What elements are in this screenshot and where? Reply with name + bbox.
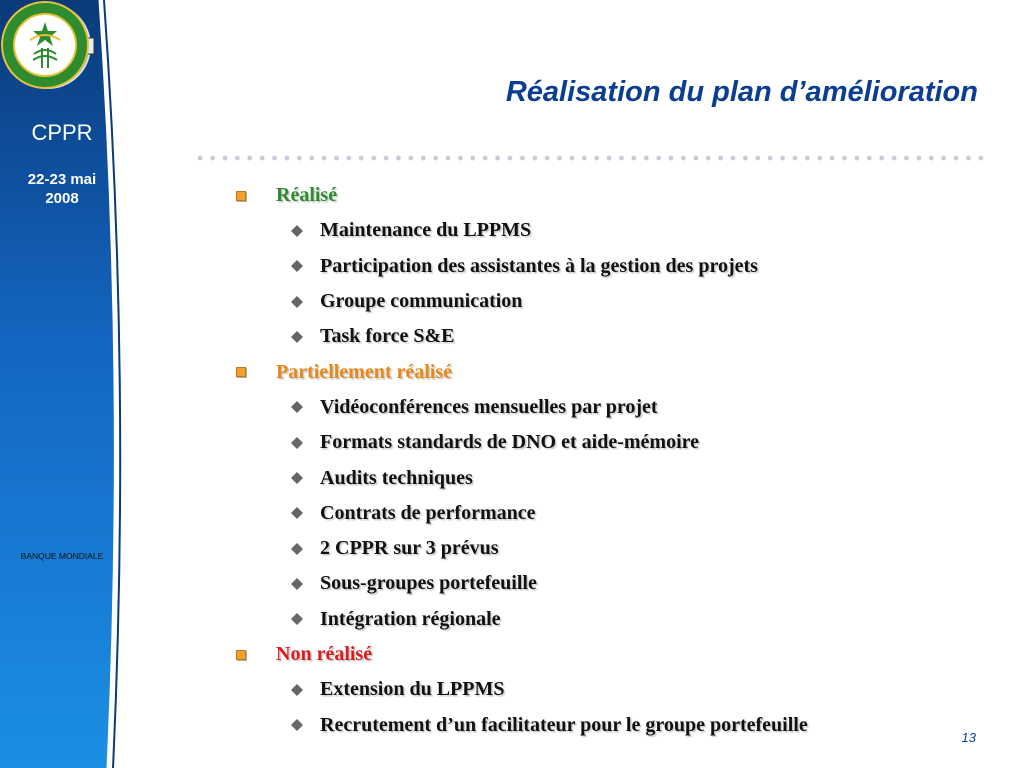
list-item <box>236 566 996 601</box>
list-item <box>236 425 996 460</box>
list-item-text: Groupe communication <box>320 290 523 313</box>
category-label: Partiellement réalisé <box>276 360 453 383</box>
diamond-bullet-icon <box>290 294 304 310</box>
brand-label: CPPR <box>31 120 93 145</box>
list-item <box>236 284 996 319</box>
list-item-text: Extension du LPPMS <box>320 678 505 701</box>
event-dates <box>0 170 124 208</box>
list-item-text: Task force S&E <box>320 325 455 348</box>
list-item <box>236 672 996 707</box>
list-item <box>236 213 996 248</box>
list-item <box>236 707 996 742</box>
list-item-text: Participation des assistantes à la gestion des projets <box>320 254 758 277</box>
list-item <box>236 319 996 354</box>
world-bank-logo-text: BANQUE MONDIALE <box>20 551 104 561</box>
category-partiellement-realise <box>236 354 996 389</box>
diamond-bullet-icon <box>290 329 304 345</box>
diamond-bullet-icon <box>290 505 304 521</box>
page-number: 13 <box>961 730 976 745</box>
category-realise <box>236 178 996 213</box>
list-item <box>236 249 996 284</box>
category-label: Réalisé <box>276 184 338 207</box>
list-item <box>236 531 996 566</box>
list-item-text: Audits techniques <box>320 466 473 489</box>
list-item <box>236 460 996 495</box>
diamond-bullet-icon <box>290 435 304 451</box>
list-item-text: Vidéoconférences mensuelles par projet <box>320 395 658 418</box>
diamond-bullet-icon <box>290 470 304 486</box>
diamond-bullet-icon <box>290 258 304 274</box>
list-item-text: Formats standards de DNO et aide-mémoire <box>320 431 700 454</box>
diamond-bullet-icon <box>290 682 304 698</box>
sidebar <box>0 0 140 768</box>
list-item-text: Maintenance du LPPMS <box>320 219 532 242</box>
mauritania-seal-logo <box>0 0 90 90</box>
square-bullet-icon <box>236 650 246 660</box>
slide-title: Réalisation du plan d’amélioration <box>505 76 978 108</box>
list-item <box>236 602 996 637</box>
list-item-text: 2 CPPR sur 3 prévus <box>320 537 499 560</box>
category-label: Non réalisé <box>276 643 373 665</box>
diamond-bullet-icon <box>290 717 304 733</box>
list-item <box>236 496 996 531</box>
list-item-text: Recrutement d’un facilitateur pour le groupe portefeuille <box>320 713 808 736</box>
diamond-bullet-icon <box>290 223 304 239</box>
diamond-bullet-icon <box>290 576 304 592</box>
square-bullet-icon <box>236 191 246 201</box>
list-item-text: Sous-groupes portefeuille <box>320 572 537 595</box>
list-item-text: Intégration régionale <box>320 607 501 630</box>
sidebar-background <box>0 0 140 768</box>
list-item-text: Contrats de performance <box>320 501 536 524</box>
dotted-divider <box>194 155 990 161</box>
square-bullet-icon <box>236 367 246 377</box>
event-dates-text: 22-23 mai 2008 <box>27 171 97 207</box>
diamond-bullet-icon <box>290 541 304 557</box>
category-non-realise <box>236 637 996 672</box>
status-list <box>236 178 996 743</box>
diamond-bullet-icon <box>290 399 304 415</box>
list-item <box>236 390 996 425</box>
diamond-bullet-icon <box>290 611 304 627</box>
